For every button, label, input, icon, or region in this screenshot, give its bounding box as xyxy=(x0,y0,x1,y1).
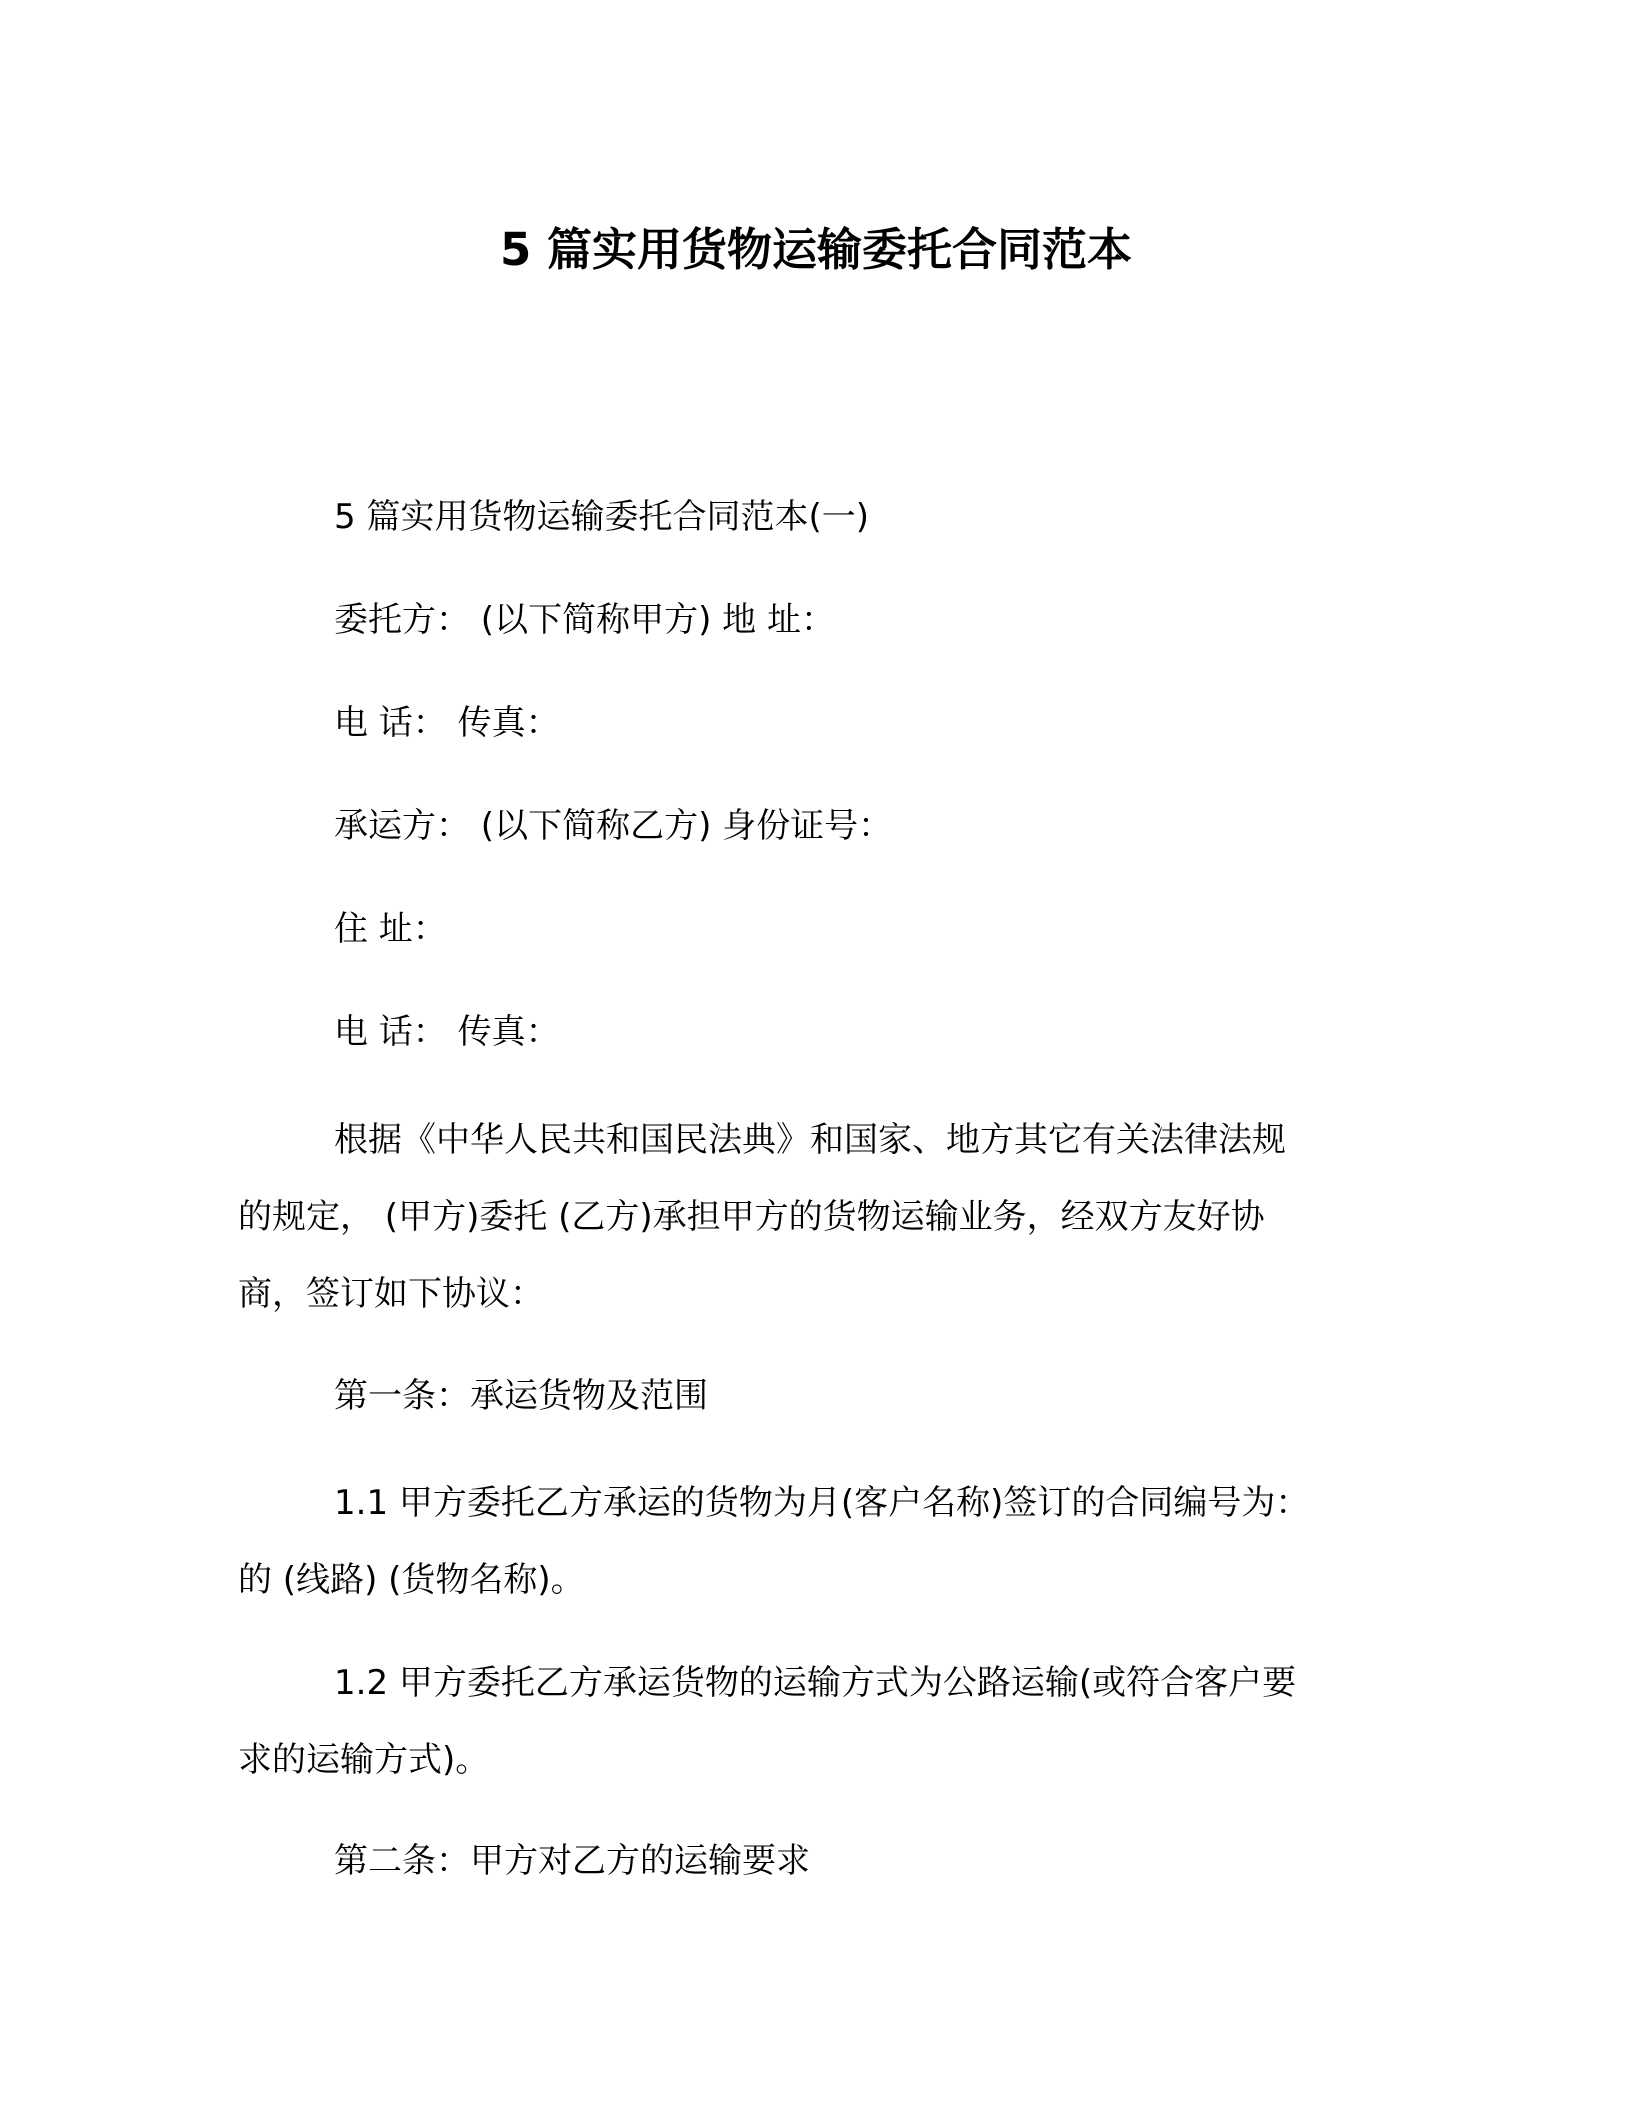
client-phone-line: 电 话： 传真： xyxy=(334,703,560,743)
subtitle: 5 篇实用货物运输委托合同范本(一) xyxy=(334,497,869,537)
preamble-line: 根据《中华人民共和国民法典》和国家、地方其它有关法律法规 xyxy=(334,1120,1286,1160)
preamble-line: 的规定， (甲方)委托 (乙方)承担甲方的货物运输业务，经双方友好协 xyxy=(238,1197,1265,1237)
clause-1-2 xyxy=(238,1645,1398,1799)
clause-line: 求的运输方式)。 xyxy=(238,1740,490,1780)
carrier-address-line: 住 址： xyxy=(334,909,447,949)
article-1-heading: 第一条：承运货物及范围 xyxy=(334,1376,708,1416)
carrier-line: 承运方： (以下简称乙方) 身份证号： xyxy=(334,806,893,846)
preamble-paragraph xyxy=(238,1102,1398,1333)
clause-line: 1.1 甲方委托乙方承运的货物为月(客户名称)签订的合同编号为： xyxy=(334,1483,1310,1523)
preamble-line: 商，签订如下协议： xyxy=(238,1274,544,1314)
clause-line: 1.2 甲方委托乙方承运货物的运输方式为公路运输(或符合客户要 xyxy=(334,1663,1297,1703)
clause-line: 的 (线路) (货物名称)。 xyxy=(238,1560,585,1600)
document-title: 5 篇实用货物运输委托合同范本 xyxy=(500,223,1132,276)
carrier-phone-line: 电 话： 传真： xyxy=(334,1012,560,1052)
client-line: 委托方： (以下简称甲方) 地 址： xyxy=(334,600,835,640)
clause-1-1 xyxy=(238,1465,1398,1619)
article-2-heading: 第二条：甲方对乙方的运输要求 xyxy=(334,1841,810,1881)
